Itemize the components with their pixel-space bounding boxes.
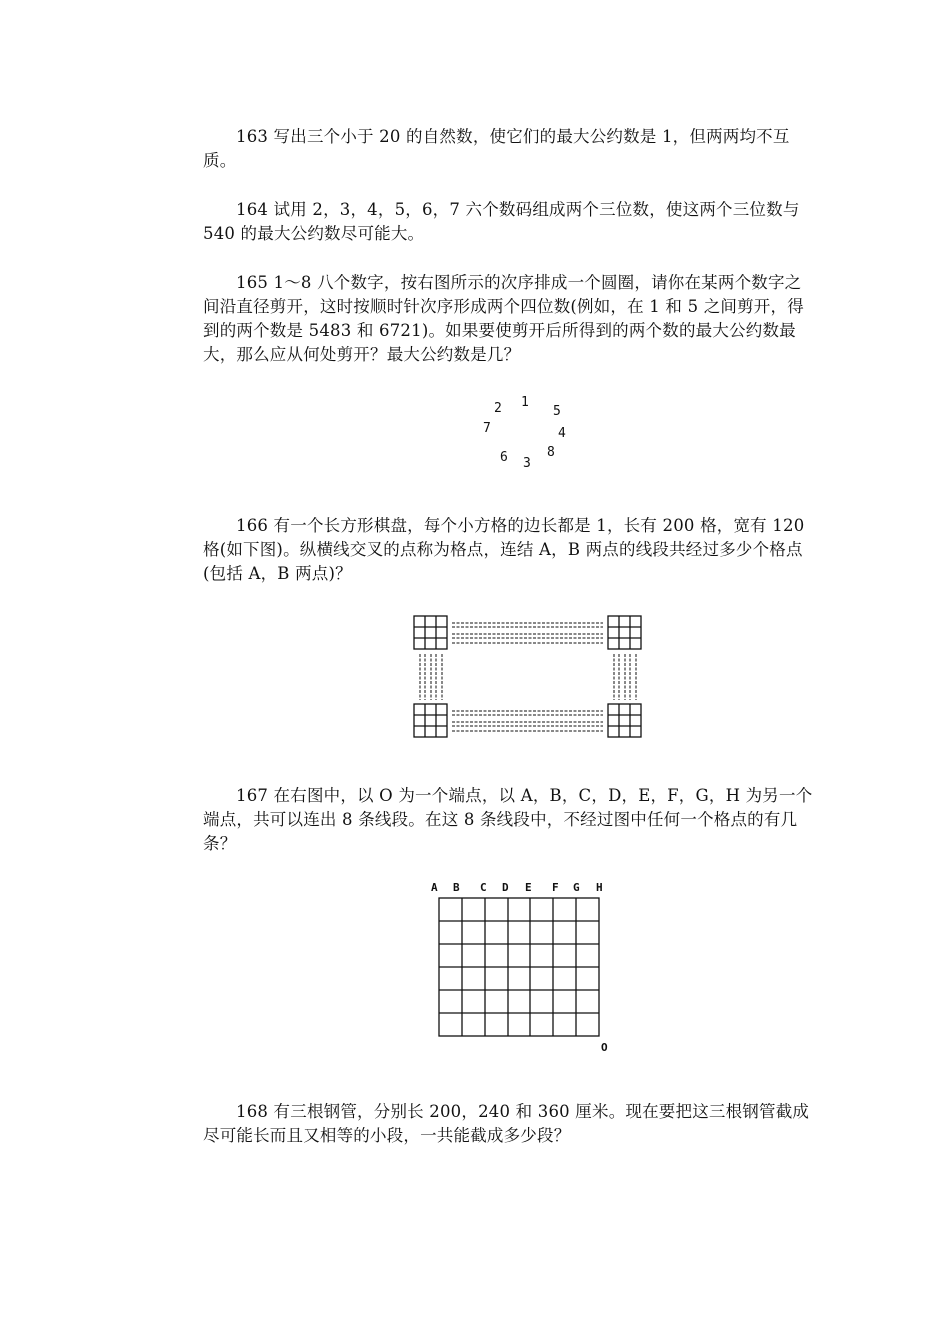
circle-digit-2: 2	[494, 401, 502, 416]
label-e: E	[525, 881, 532, 894]
label-a: A	[431, 881, 438, 894]
chessboard-figure	[411, 613, 647, 741]
label-b: B	[453, 881, 460, 894]
circle-digit-8: 8	[547, 445, 555, 460]
label-h: H	[596, 881, 603, 894]
problem-164: 164 试用 2，3，4，5，6，7 六个数码组成两个三位数，使这两个三位数与 540 的最大公约数尽可能大。	[203, 200, 800, 243]
grid-top-labels	[431, 881, 603, 894]
circle-digit-3: 3	[523, 456, 531, 471]
problem-163: 163 写出三个小于 20 的自然数，使它们的最大公约数是 1，但两两均不互质。	[203, 127, 790, 170]
problem-166: 166 有一个长方形棋盘，每个小方格的边长都是 1，长有 200 格，宽有 120 格(如下图)。纵横线交叉的点称为格点，连结 A，B 两点的线段共经过多少个格点(包括 A，B 两点)？	[203, 516, 805, 583]
circle-digit-7: 7	[483, 421, 491, 436]
circle-digit-6: 6	[500, 450, 508, 465]
corner-grid-bottom-left	[414, 704, 447, 737]
dashed-lines-bottom	[452, 711, 603, 731]
circle-digit-1: 1	[521, 395, 529, 410]
circle-digit-4: 4	[558, 426, 566, 441]
label-o: O	[601, 1041, 608, 1054]
lattice-grid-figure	[425, 878, 615, 1058]
label-d: D	[502, 881, 509, 894]
corner-grid-bottom-right	[608, 704, 641, 737]
dashed-lines-top	[452, 623, 603, 643]
dashed-lines-left	[420, 654, 442, 700]
grid-lines	[439, 898, 599, 1036]
corner-grid-top-right	[608, 616, 641, 649]
dashed-lines-right	[614, 654, 636, 700]
corner-grid-top-left	[414, 616, 447, 649]
circle-digit-5: 5	[553, 404, 561, 419]
label-g: G	[573, 881, 580, 894]
problem-167: 167 在右图中，以 O 为一个端点，以 A，B，C，D，E，F，G，H 为另一个端点，共可以连出 8 条线段。在这 8 条线段中，不经过图中任何一个格点的有几条？	[203, 786, 813, 853]
digit-circle-figure	[470, 390, 580, 475]
problem-165: 165 1～8 八个数字，按右图所示的次序排成一个圆圈，请你在某两个数字之间沿直径剪开，这时按顺时针次序形成两个四位数(例如，在 1 和 5 之间剪开，得到的两个数是 5483 和 6721)。如果要使剪开后所得到的两个数的最大公约数最大，那么应从何处剪开？最大公约数是几？	[203, 273, 804, 364]
label-c: C	[480, 881, 487, 894]
problem-168: 168 有三根钢管，分别长 200，240 和 360 厘米。现在要把这三根钢管截成尽可能长而且又相等的小段，一共能截成多少段？	[203, 1102, 810, 1145]
label-f: F	[552, 881, 559, 894]
